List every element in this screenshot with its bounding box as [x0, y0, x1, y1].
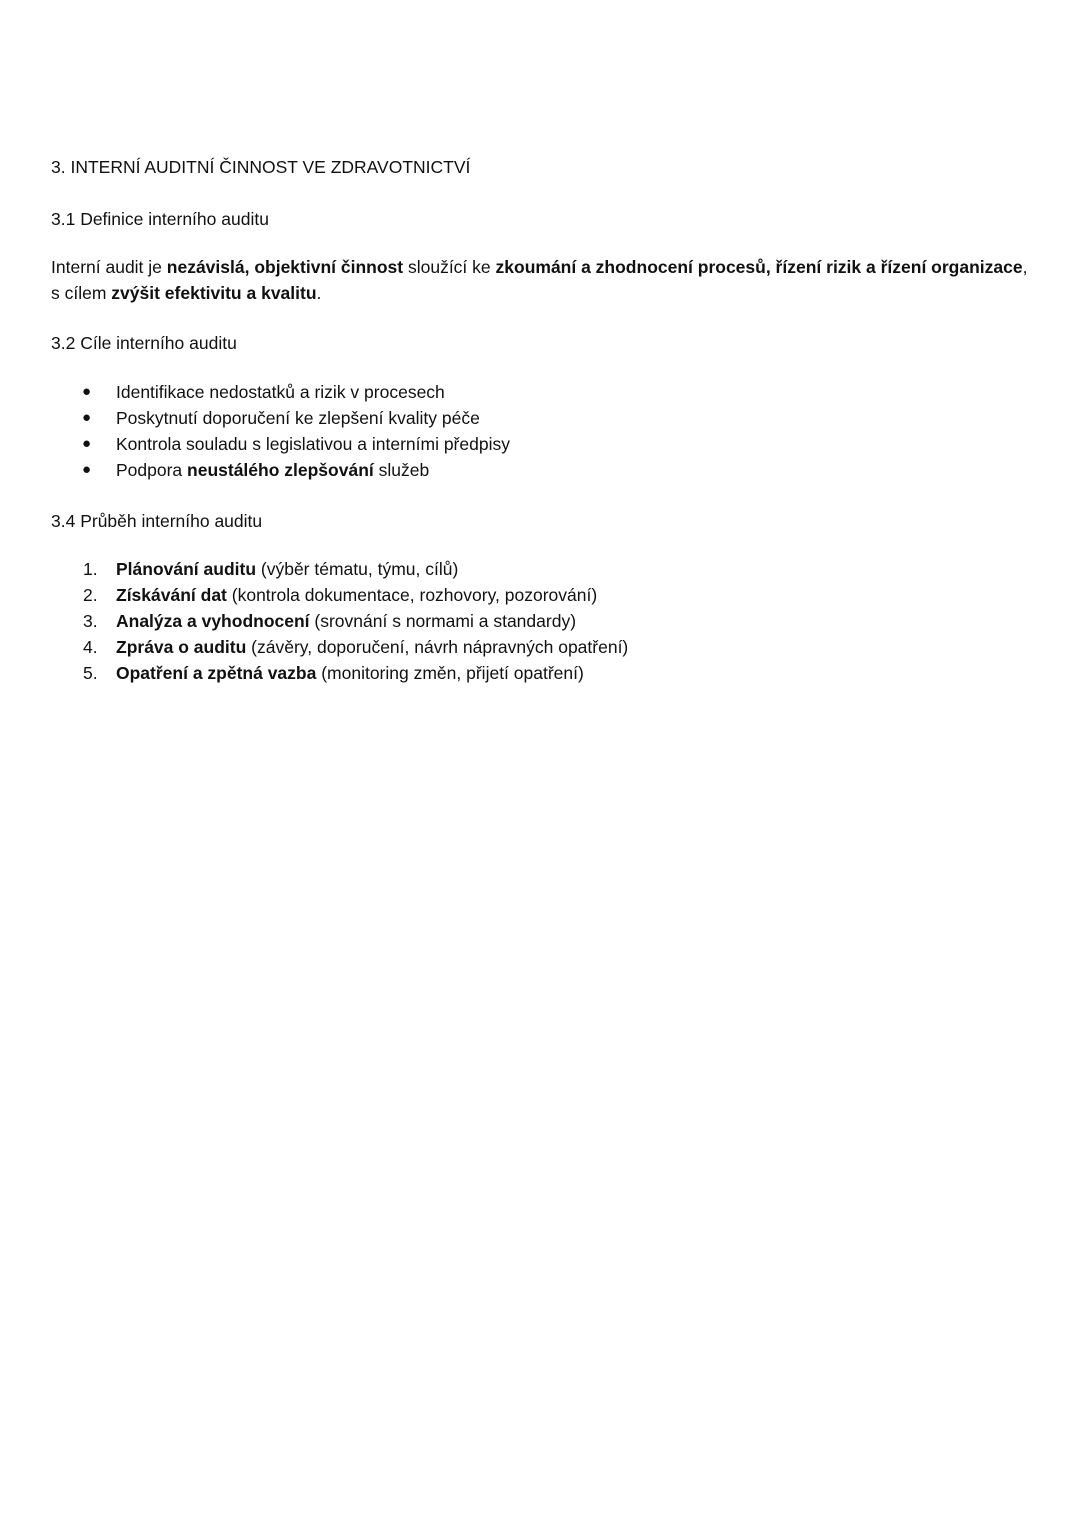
bullet-marker: ●	[82, 461, 92, 478]
list-item-text: služeb	[373, 460, 430, 480]
list-number: 3.	[83, 611, 98, 631]
list-item	[51, 431, 1030, 457]
list-item-bold-text: neustálého zlepšování	[187, 460, 374, 480]
list-number: 4.	[83, 637, 98, 657]
bullet-marker: ●	[82, 409, 92, 426]
list-item	[51, 582, 1030, 608]
list-item-text: (srovnání s normami a standardy)	[309, 611, 577, 631]
list-item	[51, 608, 1030, 634]
paragraph-bold-text: zkoumání a zhodnocení procesů, řízení rizik a řízení organizace	[495, 257, 1023, 277]
chapter-heading: 3. INTERNÍ AUDITNÍ ČINNOST VE ZDRAVOTNICTVÍ	[51, 157, 471, 177]
list-item	[51, 556, 1030, 582]
list-item	[51, 405, 1030, 431]
list-item-text: (závěry, doporučení, návrh nápravných opatření)	[246, 637, 629, 657]
list-item-bold-text: Plánování auditu	[116, 559, 257, 579]
paragraph-text: Interní audit je	[51, 257, 167, 277]
section-title-definition: 3.1 Definice interního auditu	[51, 209, 269, 229]
paragraph-bold-text: zvýšit efektivitu a kvalitu	[111, 283, 317, 303]
bullet-marker: ●	[82, 435, 92, 452]
paragraph-bold-text: nezávislá, objektivní činnost	[166, 257, 404, 277]
list-number: 1.	[83, 559, 98, 579]
list-item-text: (monitoring změn, přijetí opatření)	[316, 663, 584, 683]
paragraph-text: ,	[1022, 257, 1028, 277]
list-item	[51, 379, 1030, 405]
paragraph-text: s cílem	[51, 283, 112, 303]
list-item-text: Identifikace nedostatků a rizik v procesech	[116, 382, 445, 402]
list-item-text: Poskytnutí doporučení ke zlepšení kvality péče	[116, 408, 480, 428]
process-numbered-list	[51, 556, 1030, 686]
list-item-bold-text: Opatření a zpětná vazba	[116, 663, 317, 683]
list-number: 5.	[83, 663, 98, 683]
list-item-text: (výběr tématu, týmu, cílů)	[256, 559, 459, 579]
paragraph-text: .	[316, 283, 322, 303]
section-title-goals: 3.2 Cíle interního auditu	[51, 333, 237, 353]
list-number: 2.	[83, 585, 98, 605]
list-item-bold-text: Analýza a vyhodnocení	[116, 611, 310, 631]
list-item-text: (kontrola dokumentace, rozhovory, pozorování)	[226, 585, 598, 605]
list-item-text: Podpora	[116, 460, 188, 480]
list-item	[51, 457, 1030, 483]
list-item-bold-text: Získávání dat	[116, 585, 227, 605]
section-title-process: 3.4 Průběh interního auditu	[51, 511, 263, 531]
goals-bullet-list	[51, 379, 1030, 483]
list-item	[51, 634, 1030, 660]
list-item-bold-text: Zpráva o auditu	[116, 637, 247, 657]
list-item-text: Kontrola souladu s legislativou a interními předpisy	[116, 434, 510, 454]
list-item	[51, 660, 1030, 686]
definition-paragraph	[51, 254, 1030, 306]
bullet-marker: ●	[82, 383, 92, 400]
paragraph-text: sloužící ke	[403, 257, 496, 277]
